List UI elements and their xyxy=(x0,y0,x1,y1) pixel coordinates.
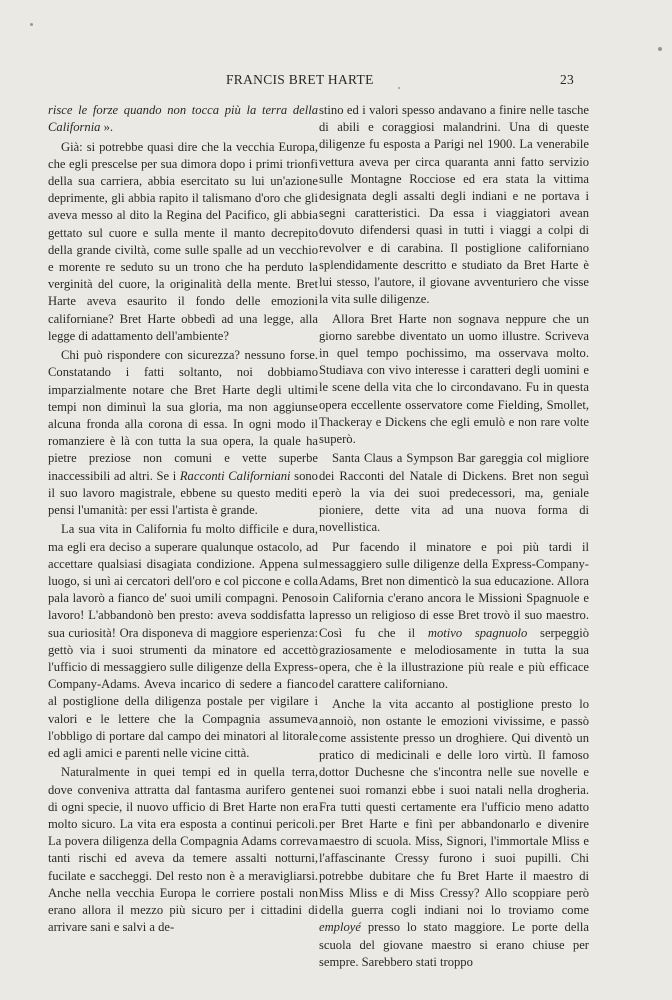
paper-speck xyxy=(658,47,662,51)
italic-text: Racconti Californiani xyxy=(179,468,291,483)
left-column xyxy=(48,102,318,939)
paragraph xyxy=(48,764,318,936)
paper-speck xyxy=(398,87,400,89)
text-run: ». xyxy=(100,120,114,135)
right-column xyxy=(319,102,589,973)
paragraph xyxy=(319,102,589,308)
italic-text: motivo spagnuolo xyxy=(427,625,528,640)
text-run: Anche la vita accanto al postiglione presto lo annoiò, non ostante le emozioni vivissime, e passò come assistente presso un droghiere. Qui diventò un pratico di medicinali e delle loro virtù. Il famoso dottor Duchesne che s'incontra nelle sue novelle e nei suoi romanzi ebbe i suoi natali nella drogheria. Fra tutti questi certamente era l'ufficio meno adatto per Bret Harte e finì per abbandonarlo e divenire maestro di scuola. Miss, Signori, l'immortale Mliss e l'affascinante Cressy furono i suoi pupilli. Chi potrebbe dubitare che fu Bret Harte il maestro di Miss Mliss e di Miss Cressy? Allo scoppiare però della guerra cogli indiani noi lo troviamo come xyxy=(319,696,589,918)
text-run: Già: si potrebbe quasi dire che la vecchia Europa, che egli prescelse per sua dimora dopo i primi trionfi della sua carriera, abbia esercitato su lui un'azione deprimente, gli abbia rapito il talismano d'oro che gli aveva messo al dito la Regina del Pacifico, gli abbia gettato sul cuore e sulla mente il manto decrepito della grande civiltà, come sulle spalle ad un vecchio e morente re seduto su un trono che ha perduto la verginità del cuore, la originalità della mente. Bret Harte aveva esaurito il fondo delle emozioni californiane? Bret Harte obbedì ad una legge, alla legge di adattamento dell'ambiente? xyxy=(48,139,318,343)
paragraph xyxy=(48,347,318,519)
text-run: La sua vita in California fu molto difficile e dura, ma egli era deciso a superare qualunque ostacolo, ad accettare qualsiasi disagiata condizione. Appena sul luogo, si unì ai cercatori dell'oro e col piccone e colla pala lavorò a fianco de' suoi umili compagni. Penoso lavoro! L'abbandonò ben presto: aveva soddisfatta la sua curiosità! Ora disponeva di maggiore esperienza: gettò via i suoi strumenti da minatore ed accettò l'ufficio di messaggiero sulle diligenze della Express-Company-Adams. Aveva incarico di sedere a fianco al postiglione della diligenza postale per vigilare i valori e le lettere che la Compagnia assumeva l'obbligo di portare dal campo dei minatori al litorale ed agli amici e parenti nelle vicine città. xyxy=(48,522,318,761)
italic-text: employé xyxy=(319,920,361,935)
page-number: 23 xyxy=(560,72,575,87)
paragraph xyxy=(48,102,318,136)
text-run: Pur facendo il minatore e poi più tardi il messaggiero sulle diligenze della Express-Company-Adams, Bret non dimenticò la sua educazione. Allora in California c'erano ancora le Missioni Spagnuole e presso un religioso di esse Bret trovò il suo maestro. Così fu che il xyxy=(319,539,589,640)
text-run: sono il suo lavoro magistrale, ebbene su questo mediti e pensi l'umanità: per essi l'artista è grande. xyxy=(48,468,318,518)
paragraph xyxy=(319,696,589,971)
paragraph xyxy=(319,450,589,536)
text-run: Naturalmente in quei tempi ed in quella terra, dove conveniva attratta dal fantasma aurifero gente di ogni specie, il nuovo ufficio di Bret Harte non era molto sicuro. La vita era esposta a continui pericoli. La povera diligenza della Compagnia Adams correva tanti rischi ed aveva da temere assalti notturni, fucilate e saccheggi. Del resto non è a meravigliarsi. Anche nella vecchia Europa le corriere postali non erano allora il mezzo più sicuro per i cittadini di arrivare sani e salvi a de- xyxy=(48,765,318,935)
paragraph xyxy=(48,139,318,345)
text-run: Santa Claus a Sympson Bar gareggia col migliore dei Racconti del Natale di Dickens. Bret non seguì però la via dei suoi predecessori, ma, geniale pioniere, dette vita ad una nuova forma di novellistica. xyxy=(319,451,589,535)
paragraph xyxy=(319,311,589,449)
text-run: serpeggiò graziosamente e melodiosamente in tutta la sua opera, che è la illustrazione più reale e più efficace del carattere californiano. xyxy=(319,625,590,692)
text-run: Chi può rispondere con sicurezza? nessuno forse. Constatando i fatti soltanto, noi dobbiamo imparzialmente notare che Bret Harte degli ultimi tempi non diminuì la sua gloria, ma non aggiunse alcuna fronda alla corona di essa. In ogni modo il romanziere è là con tutta la sua opera, la quale ha pietre preziose non comuni e vette superbe inaccessibili ad altri. Se i xyxy=(48,348,318,483)
paragraph xyxy=(48,521,318,762)
text-run: stino ed i valori spesso andavano a finire nelle tasche di abili e coraggiosi malandrini. Una di queste diligenze fu esposta a Parigi nel 1900. La venerabile vettura aveva per circa quaranta anni fatto servizio sulle Montagne Rocciose ed era stata la vittima designata degli assalti degli indiani e ne portava i segni caratteristici. Da essa i viaggiatori avean dovuto difendersi quasi in tutti i viaggi a colpi di revolver e di carabina. Il postiglione californiano splendidamente descritto e studiato da Bret Harte è lui stesso, l'autore, il giovane avventuriero che visse la vita sulle diligenze. xyxy=(319,103,589,307)
running-title: FRANCIS BRET HARTE xyxy=(226,72,374,87)
text-run: Allora Bret Harte non sognava neppure che un giorno sarebbe diventato un uomo illustre. Scriveva in quel tempo pochissimo, ma osservava molto. Studiava con vivo interesse i caratteri degli uomini e le scene della vita che lo circondavano. Fu in questa opera eccellente osservatore come Fielding, Smollet, Thackeray e Dickens che egli emulò e non rare volte superò. xyxy=(319,311,589,447)
text-run: presso lo stato maggiore. Le porte della scuola del giovane maestro si erano chiuse per sempre. Sarebbero stati troppo xyxy=(319,920,589,969)
paper-speck xyxy=(30,23,33,26)
paragraph xyxy=(319,539,589,694)
italic-text: risce le forze quando non tocca più la terra della California xyxy=(48,103,318,135)
